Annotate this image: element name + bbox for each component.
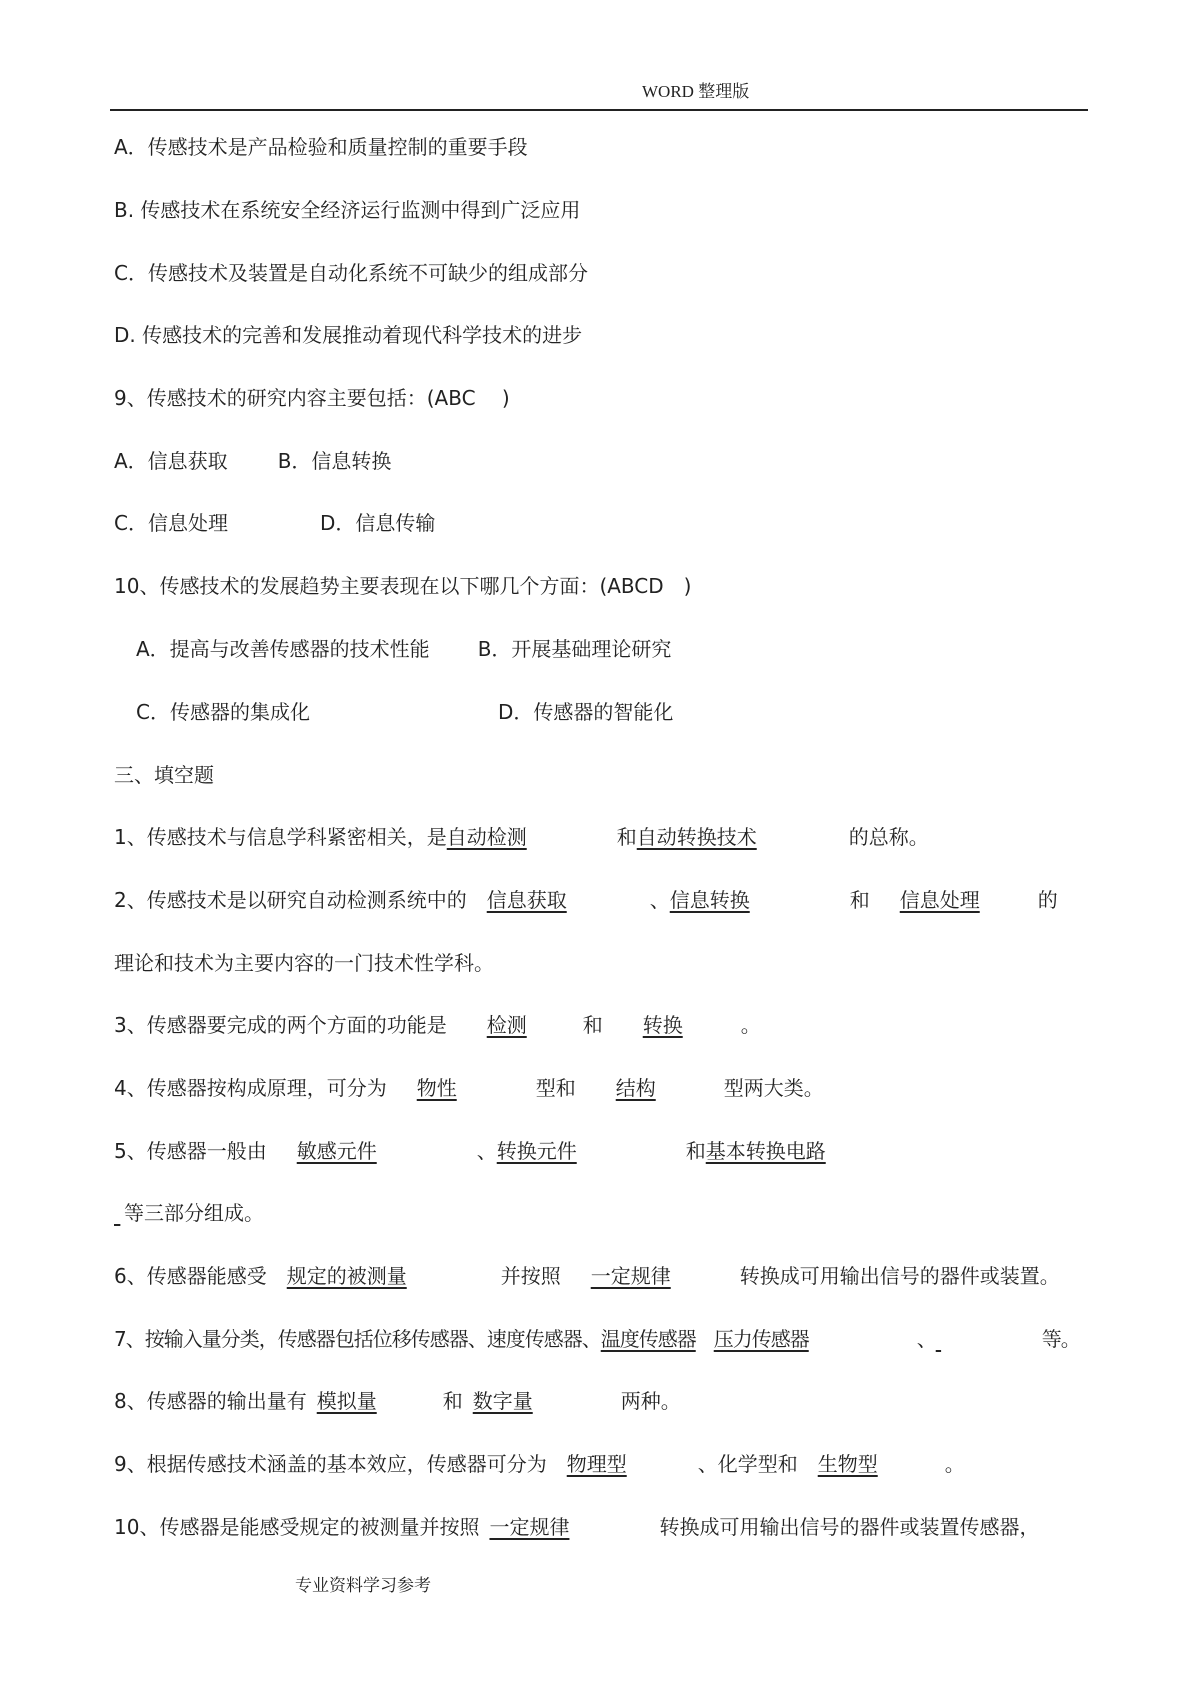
- fill-1: [114, 824, 929, 850]
- fill-3-prefix: 3、传感器要完成的两个方面的功能是: [114, 1013, 447, 1037]
- fill-8-suffix: 两种。: [620, 1389, 681, 1413]
- q10-option-b: B．开展基础理论研究: [477, 637, 672, 661]
- fill-5-continuation: [114, 1200, 264, 1226]
- fill-10-suffix: 转换成可用输出信号的器件或装置传感器，: [659, 1515, 1040, 1539]
- q10-options-row1: [136, 636, 671, 662]
- header-title: WORD 整理版: [642, 82, 750, 101]
- fill-2-answer-1: 信息获取: [486, 888, 567, 912]
- fill-4-answer-1: 物性: [416, 1076, 457, 1100]
- fill-1-prefix: 1、传感技术与信息学科紧密相关，是: [114, 825, 447, 849]
- page-footer: 专业资料学习参考: [295, 1576, 431, 1595]
- q8-option-b: B. 传感技术在系统安全经济运行监测中得到广泛应用: [114, 198, 581, 222]
- fill-1-suffix: 的总称。: [848, 825, 929, 849]
- fill-7-prefix: 7、按输入量分类，传感器包括位移传感器、速度传感器、: [114, 1327, 601, 1351]
- fill-5-answer-1: 敏感元件: [296, 1139, 377, 1163]
- fill-4-mid: 型和: [535, 1076, 576, 1100]
- fill-1-answer-2: 自动转换技术: [636, 825, 757, 849]
- fill-8-prefix: 8、传感器的输出量有: [114, 1389, 307, 1413]
- fill-5-answer-2: 转换元件: [496, 1139, 577, 1163]
- fill-9-answer-1: 物理型: [566, 1452, 627, 1476]
- fill-1-mid: 和: [616, 825, 637, 849]
- fill-9-suffix: 。: [944, 1452, 965, 1476]
- fill-9-prefix: 9、根据传感技术涵盖的基本效应，传感器可分为: [114, 1452, 547, 1476]
- fill-9-mid: 、化学型和: [697, 1452, 798, 1476]
- q10-options-row2: [136, 699, 673, 725]
- fill-4-prefix: 4、传感器按构成原理，可分为: [114, 1076, 387, 1100]
- fill-2-sep-1: 、: [649, 888, 670, 912]
- header-rule: [110, 109, 1088, 111]
- fill-8: [114, 1388, 681, 1414]
- fill-8-answer-1: 模拟量: [316, 1389, 377, 1413]
- section-title: 三、填空题: [114, 763, 214, 787]
- fill-5-answer-3: 基本转换电路: [705, 1139, 826, 1163]
- q9-option-c: C．信息处理: [114, 511, 228, 535]
- fill-3-answer-1: 检测: [486, 1013, 527, 1037]
- fill-3: [114, 1012, 761, 1038]
- fill-8-mid: 和: [442, 1389, 463, 1413]
- q9-options-row1: [114, 448, 391, 474]
- fill-5-cont-text: 等三部分组成。: [124, 1201, 264, 1225]
- q10-question: 10、传感技术的发展趋势主要表现在以下哪几个方面：(ABCD ): [114, 574, 692, 598]
- fill-3-suffix: 。: [740, 1013, 761, 1037]
- fill-4: [114, 1075, 824, 1101]
- fill-7: [114, 1326, 1080, 1352]
- fill-6-suffix: 转换成可用输出信号的器件或装置。: [739, 1264, 1060, 1288]
- fill-9-answer-2: 生物型: [817, 1452, 878, 1476]
- fill-10-prefix: 10、传感器是能感受规定的被测量并按照: [114, 1515, 480, 1539]
- q9-option-d: D．信息传输: [319, 511, 436, 535]
- fill-7-answer-1: [601, 1326, 917, 1352]
- fill-2-sep-2: 和: [849, 888, 870, 912]
- q8-option-a: A．传感技术是产品检验和质量控制的重要手段: [114, 135, 528, 159]
- q9-options-row2: [114, 510, 435, 536]
- fill-4-suffix: 型两大类。: [723, 1076, 824, 1100]
- fill-2: [114, 887, 1058, 913]
- fill-7-suffix: 等。: [1041, 1327, 1080, 1351]
- fill-6-mid: 并按照: [500, 1264, 561, 1288]
- fill-7-blank: [936, 1326, 1042, 1352]
- fill-5-sep: 、: [476, 1139, 497, 1163]
- fill-1-answer-1: 自动检测: [446, 825, 527, 849]
- q10-option-a: A．提高与改善传感器的技术性能: [136, 637, 430, 661]
- fill-6: [114, 1263, 1060, 1289]
- q9-question: 9、传感技术的研究内容主要包括：(ABC ): [114, 386, 510, 410]
- fill-6-prefix: 6、传感器能感受: [114, 1264, 267, 1288]
- fill-5-blank-stub: [114, 1200, 124, 1226]
- q10-option-c: C．传感器的集成化: [136, 700, 310, 724]
- fill-2-suffix: 的: [1037, 888, 1058, 912]
- fill-7-answer-1-text: 温度传感器: [600, 1327, 696, 1351]
- fill-6-answer-1: 规定的被测量: [286, 1264, 407, 1288]
- fill-7-sep: 、: [916, 1327, 936, 1351]
- q8-option-d: D. 传感技术的完善和发展推动着现代科学技术的进步: [114, 323, 583, 347]
- fill-4-answer-2: 结构: [615, 1076, 656, 1100]
- q9-option-b: B．信息转换: [277, 449, 392, 473]
- fill-7-answer-2-text: 压力传感器: [713, 1327, 809, 1351]
- fill-5-mid: 和: [685, 1139, 706, 1163]
- fill-2-continuation: 理论和技术为主要内容的一门技术性学科。: [114, 951, 494, 975]
- fill-6-answer-2: 一定规律: [590, 1264, 671, 1288]
- fill-8-answer-2: 数字量: [472, 1389, 533, 1413]
- fill-2-prefix: 2、传感技术是以研究自动检测系统中的: [114, 888, 467, 912]
- fill-3-answer-2: 转换: [642, 1013, 683, 1037]
- q10-option-d: D．传感器的智能化: [497, 700, 674, 724]
- fill-2-answer-3: 信息处理: [899, 888, 980, 912]
- fill-10-answer-1: 一定规律: [489, 1515, 570, 1539]
- fill-10: [114, 1514, 1039, 1540]
- fill-9: [114, 1451, 965, 1477]
- fill-2-answer-2: 信息转换: [669, 888, 750, 912]
- fill-5-prefix: 5、传感器一般由: [114, 1139, 267, 1163]
- q9-option-a: A．信息获取: [114, 449, 228, 473]
- q8-option-c: C．传感技术及装置是自动化系统不可缺少的组成部分: [114, 261, 588, 285]
- fill-3-mid: 和: [582, 1013, 603, 1037]
- page-header: [0, 82, 1191, 104]
- fill-5: [114, 1138, 826, 1164]
